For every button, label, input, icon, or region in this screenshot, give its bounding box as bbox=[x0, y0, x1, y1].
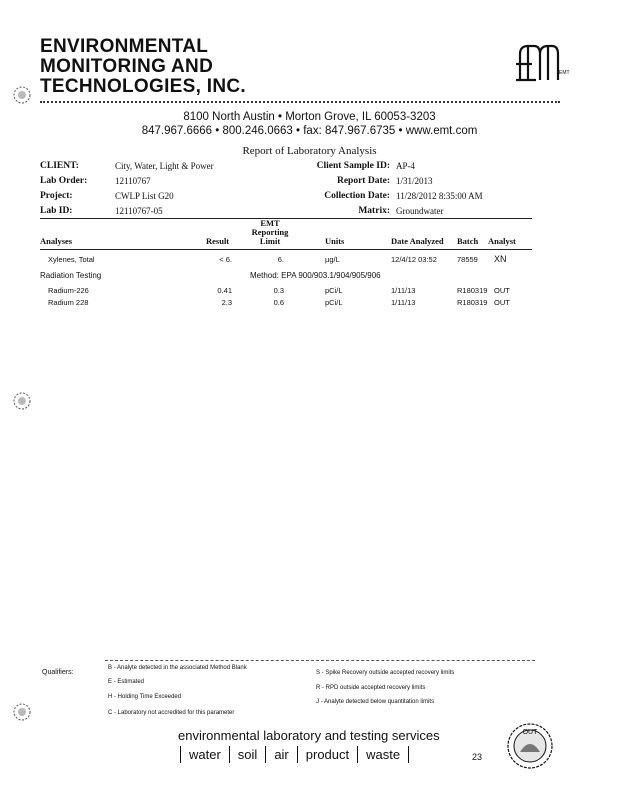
result-value: 0.41 bbox=[217, 286, 232, 295]
date-value: 12/4/12 03:52 bbox=[391, 255, 437, 264]
lab-order-label: Lab Order: bbox=[40, 176, 88, 186]
punch-hole-icon bbox=[13, 86, 31, 104]
col-analyst: Analyst bbox=[488, 236, 516, 246]
analysis-name: Xylenes, Total bbox=[48, 255, 95, 264]
qualifiers-label: Qualifiers: bbox=[42, 669, 74, 676]
project-label: Project: bbox=[40, 191, 73, 201]
service-air: air bbox=[274, 747, 289, 762]
qualifier-r: R - RPD outside accepted recovery limits bbox=[316, 685, 426, 691]
service-water: water bbox=[189, 747, 221, 762]
limit-value: 0.6 bbox=[273, 298, 284, 307]
analysis-name: Radium 228 bbox=[48, 298, 89, 307]
analyst-value: OUT bbox=[494, 286, 510, 295]
matrix-label: Matrix: bbox=[358, 206, 390, 216]
matrix-value: Groundwater bbox=[396, 206, 444, 216]
table-header-rule bbox=[40, 249, 532, 250]
qualifier-e: E - Estimated bbox=[108, 679, 145, 685]
address-line: 8100 North Austin • Morton Grove, IL 60053-3203 bbox=[183, 111, 436, 123]
service-soil: soil bbox=[237, 747, 258, 762]
batch-value: 78559 bbox=[457, 255, 478, 264]
accreditation-seal-icon bbox=[506, 722, 554, 770]
units-value: pCi/L bbox=[325, 286, 343, 295]
client-sample-value: AP-4 bbox=[396, 161, 416, 171]
report-title: Report of Laboratory Analysis bbox=[242, 145, 377, 157]
client-label: CLIENT: bbox=[40, 161, 79, 171]
emt-logo-icon bbox=[512, 40, 570, 88]
units-value: pCi/L bbox=[325, 298, 343, 307]
company-name-line-2: MONITORING AND bbox=[40, 56, 214, 77]
collection-date-value: 11/28/2012 8:35:00 AM bbox=[396, 191, 483, 201]
limit-value: 0.3 bbox=[273, 286, 284, 295]
company-name-line-1: ENVIRONMENTAL bbox=[40, 36, 209, 57]
collection-date-label: Collection Date: bbox=[324, 191, 390, 201]
batch-value: R180319 bbox=[457, 286, 488, 295]
service-waste: waste bbox=[366, 747, 401, 762]
result-value: < 6. bbox=[219, 255, 232, 264]
col-emt-1: EMT bbox=[260, 218, 280, 228]
analyst-value: OUT bbox=[494, 298, 510, 307]
qualifiers-divider bbox=[105, 660, 535, 661]
logo-lettering: EMT bbox=[559, 70, 570, 76]
footer-tagline: environmental laboratory and testing services bbox=[178, 728, 440, 743]
report-date-label: Report Date: bbox=[336, 176, 390, 186]
qualifier-s: S - Spike Recovery outside accepted recovery limits bbox=[316, 670, 455, 676]
company-name-line-3: TECHNOLOGIES, INC. bbox=[40, 76, 246, 97]
units-value: µg/L bbox=[325, 255, 340, 264]
analysis-name: Radium-226 bbox=[48, 286, 89, 295]
section-name: Radiation Testing bbox=[40, 271, 102, 280]
punch-hole-icon bbox=[13, 392, 31, 410]
lab-order-value: 12110767 bbox=[115, 176, 151, 186]
limit-value: 6. bbox=[277, 255, 284, 264]
qualifier-b: B - Analyte detected in the associated Method Blank bbox=[108, 665, 247, 671]
analyst-value: XN bbox=[494, 254, 507, 264]
result-value: 2.3 bbox=[221, 298, 232, 307]
lab-id-label: Lab ID: bbox=[40, 206, 73, 216]
col-analyses: Analyses bbox=[40, 236, 73, 246]
lab-id-value: 12110767-05 bbox=[115, 206, 163, 216]
header-divider bbox=[40, 101, 560, 103]
section-method: Method: EPA 900/903.1/904/905/906 bbox=[250, 271, 381, 280]
service-product: product bbox=[305, 747, 350, 762]
client-sample-label: Client Sample ID: bbox=[316, 161, 390, 171]
date-value: 1/11/13 bbox=[391, 298, 416, 307]
punch-hole-icon bbox=[13, 703, 31, 721]
footer-services bbox=[180, 745, 409, 763]
qualifier-c: C - Laboratory not accredited for this parameter bbox=[108, 710, 235, 716]
contact-line: 847.967.6666 • 800.246.0663 • fax: 847.967.6735 • www.emt.com bbox=[141, 125, 478, 137]
seal-lettering: OUT bbox=[522, 729, 538, 736]
project-value: CWLP List G20 bbox=[115, 191, 174, 201]
col-result: Result bbox=[206, 236, 230, 246]
col-date-analyzed: Date Analyzed bbox=[391, 236, 444, 246]
col-emt-2: Reporting bbox=[251, 227, 289, 237]
qualifier-j: J - Analyte detected below quantitation limits bbox=[316, 699, 435, 705]
col-units: Units bbox=[325, 236, 345, 246]
report-date-value: 1/31/2013 bbox=[396, 176, 433, 186]
batch-value: R180319 bbox=[457, 298, 488, 307]
col-emt-3: Limit bbox=[259, 236, 281, 246]
date-value: 1/11/13 bbox=[391, 286, 416, 295]
page-number: 23 bbox=[472, 752, 483, 762]
client-value: City, Water, Light & Power bbox=[115, 161, 214, 171]
qualifier-h: H - Holding Time Exceeded bbox=[108, 694, 182, 700]
col-batch: Batch bbox=[457, 236, 479, 246]
